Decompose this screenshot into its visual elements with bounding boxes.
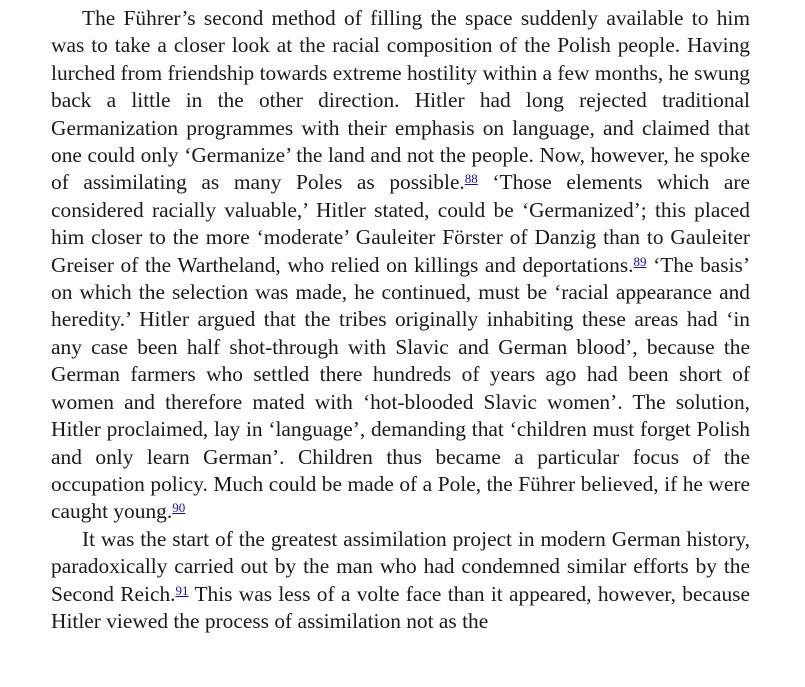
paragraph-text: ‘The basis’ on which the selection was made, he continued, must be ‘racial appearance and heredity.’ Hitler argued that the tribes originally inhabiting these areas had ‘in any case been half shot-through with Slavic and German blood’, because the German farmers who settled there hundreds of years ago had been short of women and therefore mated with ‘hot-blooded Slavic women’. The solution, Hitler proclaimed, lay in ‘language’, demanding that ‘children must forget Polish and only learn German’. Children thus became a particular focus of the occupation policy. Much could be made of a Pole, the Führer believed, if he were caught young. xyxy=(51,252,751,524)
footnote-link-91[interactable]: 91 xyxy=(175,582,189,598)
footnote-link-88[interactable]: 88 xyxy=(464,171,478,187)
footnote-link-89[interactable]: 89 xyxy=(633,253,647,269)
paragraph-text: It was the start of the greatest assimilation project in modern German history, paradoxically carried out by the man who had condemned similar efforts by the Second Reich. xyxy=(51,526,750,606)
paragraph-text: The Führer’s second method of filling the space suddenly available to him was to take a closer look at the racial composition of the Polish people. Having lurched from friendship towards extreme hostility within a few months, he swung back a little in the other direction. Hitler had long rejected traditional Germanization programmes with their emphasis on language, and claimed that one could only ‘Germanize’ the land and not the people. Now, however, he spoke of assimilating as many Poles as possible. xyxy=(51,6,750,195)
paragraph-2 xyxy=(51,526,750,636)
paragraph-text: ‘Those elements which are considered racially valuable,’ Hitler stated, could be ‘Germanized’; this placed him closer to the more ‘moderate’ Gauleiter Förster of Danzig than to Gauleiter Greiser of the Wartheland, who relied on killings and deportations. xyxy=(51,170,750,277)
footnote-link-90[interactable]: 90 xyxy=(172,500,186,516)
document-page xyxy=(51,5,750,635)
paragraph-1 xyxy=(51,5,750,526)
paragraph-text: This was less of a volte face than it appeared, however, because Hitler viewed the process of assimilation not as the xyxy=(51,581,751,633)
